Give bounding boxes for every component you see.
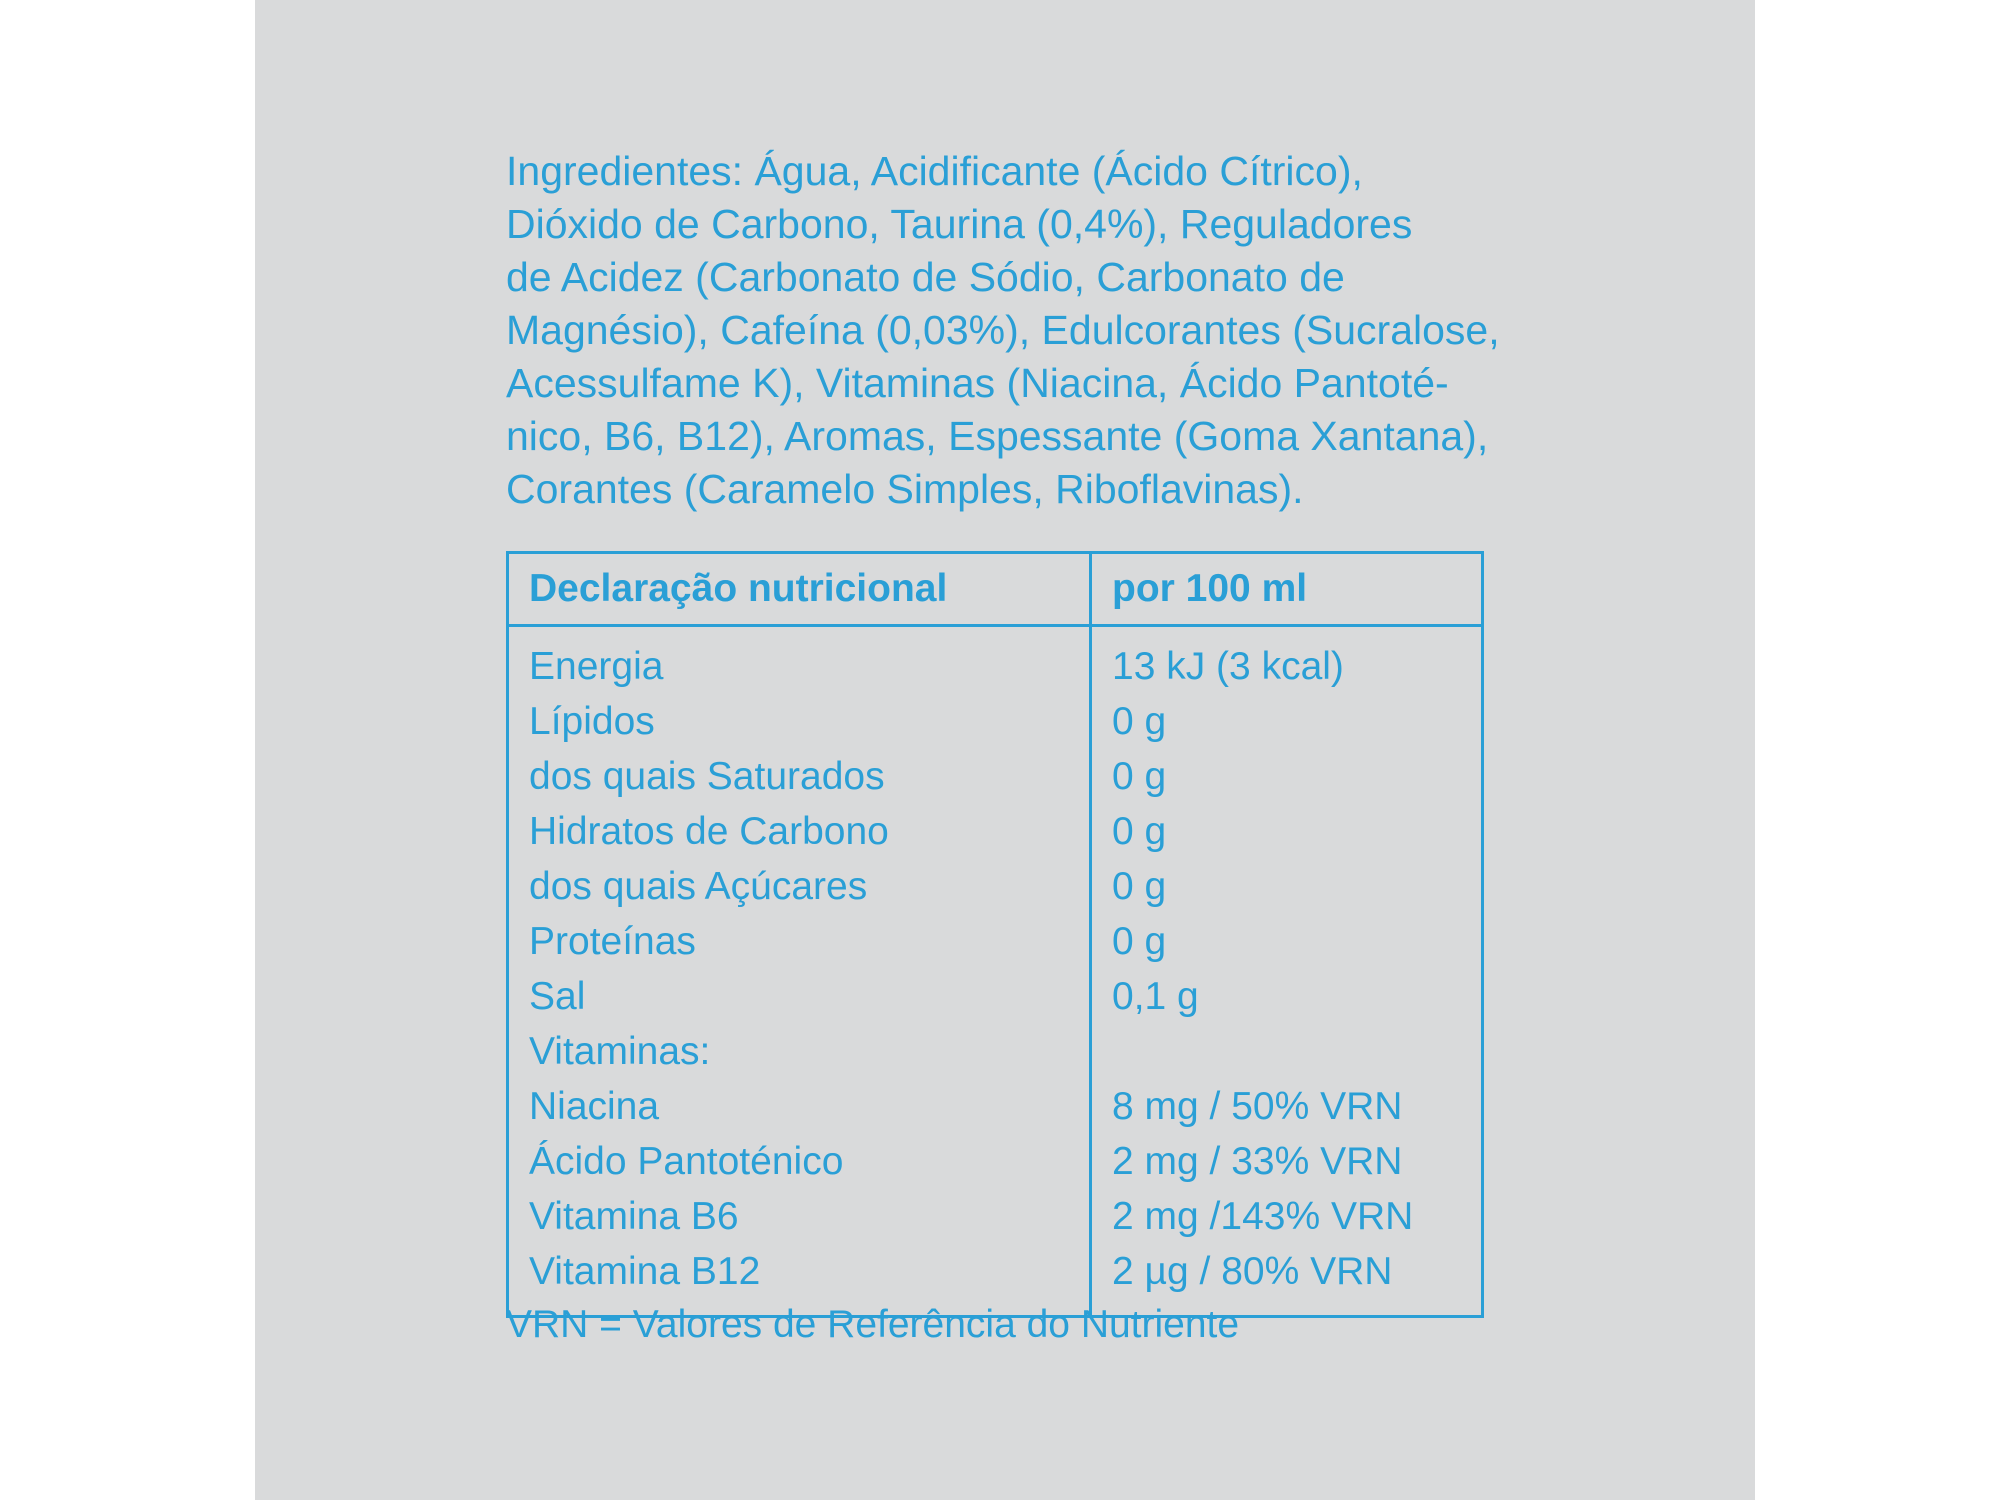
- nutrient-value: 0 g: [1112, 755, 1167, 798]
- nutrient-label: Vitamina B6: [508, 1189, 1091, 1244]
- nutrient-label: Vitaminas:: [508, 1024, 1091, 1079]
- table-row: [508, 914, 1483, 969]
- ingredients-line: Magnésio), Cafeína (0,03%), Edulcorantes (Sucralose,: [506, 307, 1500, 353]
- nutrient-label: dos quais Açúcares: [508, 859, 1091, 914]
- table-row: [508, 804, 1483, 859]
- ingredients-line: de Acidez (Carbonato de Sódio, Carbonato de: [506, 254, 1345, 300]
- nutrient-value: 2 mg /143% VRN: [1112, 1195, 1414, 1238]
- nutrient-label: Hidratos de Carbono: [508, 804, 1091, 859]
- nutrient-value: 0 g: [1112, 865, 1167, 908]
- nutrition-header-label: Declaração nutricional: [508, 553, 1091, 626]
- nutrient-label: Sal: [508, 969, 1091, 1024]
- nutrition-header-row: [508, 553, 1483, 626]
- nutrient-value: 0,1 g: [1112, 975, 1199, 1018]
- table-row: [508, 1024, 1483, 1079]
- nutrient-label: Vitamina B12: [508, 1244, 1091, 1317]
- nutrient-value: [1091, 1024, 1483, 1079]
- vrn-footnote: VRN = Valores de Referência do Nutriente: [506, 1303, 1240, 1346]
- table-row: [508, 969, 1483, 1024]
- ingredients-line: Dióxido de Carbono, Taurina (0,4%), Reguladores: [506, 201, 1413, 247]
- nutrient-value: 13 kJ (3 kcal): [1112, 645, 1344, 688]
- nutrient-value: 2 mg / 33% VRN: [1112, 1140, 1403, 1183]
- nutrient-label: Energia: [508, 626, 1091, 695]
- nutrient-label: Lípidos: [508, 694, 1091, 749]
- nutrient-value: 2 µg / 80% VRN: [1112, 1250, 1393, 1293]
- table-row: [508, 694, 1483, 749]
- table-row: [508, 626, 1483, 695]
- table-row: [508, 1134, 1483, 1189]
- ingredients-line: Acessulfame K), Vitaminas (Niacina, Ácido Pantoté-: [506, 360, 1449, 406]
- ingredients-line: Corantes (Caramelo Simples, Riboflavinas).: [506, 466, 1304, 512]
- nutrient-label: dos quais Saturados: [508, 749, 1091, 804]
- nutrient-value: 0 g: [1112, 700, 1167, 743]
- table-row: [508, 749, 1483, 804]
- nutrient-value: 0 g: [1112, 810, 1167, 853]
- nutrient-value: 8 mg / 50% VRN: [1112, 1085, 1403, 1128]
- ingredients-line: nico, B6, B12), Aromas, Espessante (Goma Xantana),: [506, 413, 1489, 459]
- nutrition-table: [506, 551, 1484, 1318]
- nutrient-value: 0 g: [1112, 920, 1167, 963]
- table-row: [508, 1079, 1483, 1134]
- nutrition-header-unit: por 100 ml: [1091, 553, 1483, 626]
- ingredients-line: Ingredientes: Água, Acidificante (Ácido Cítrico),: [506, 148, 1363, 194]
- nutrient-label: Niacina: [508, 1079, 1091, 1134]
- table-row: [508, 859, 1483, 914]
- table-row: [508, 1189, 1483, 1244]
- nutrient-label: Proteínas: [508, 914, 1091, 969]
- ingredients-text: [506, 145, 1506, 516]
- nutrient-label: Ácido Pantoténico: [508, 1134, 1091, 1189]
